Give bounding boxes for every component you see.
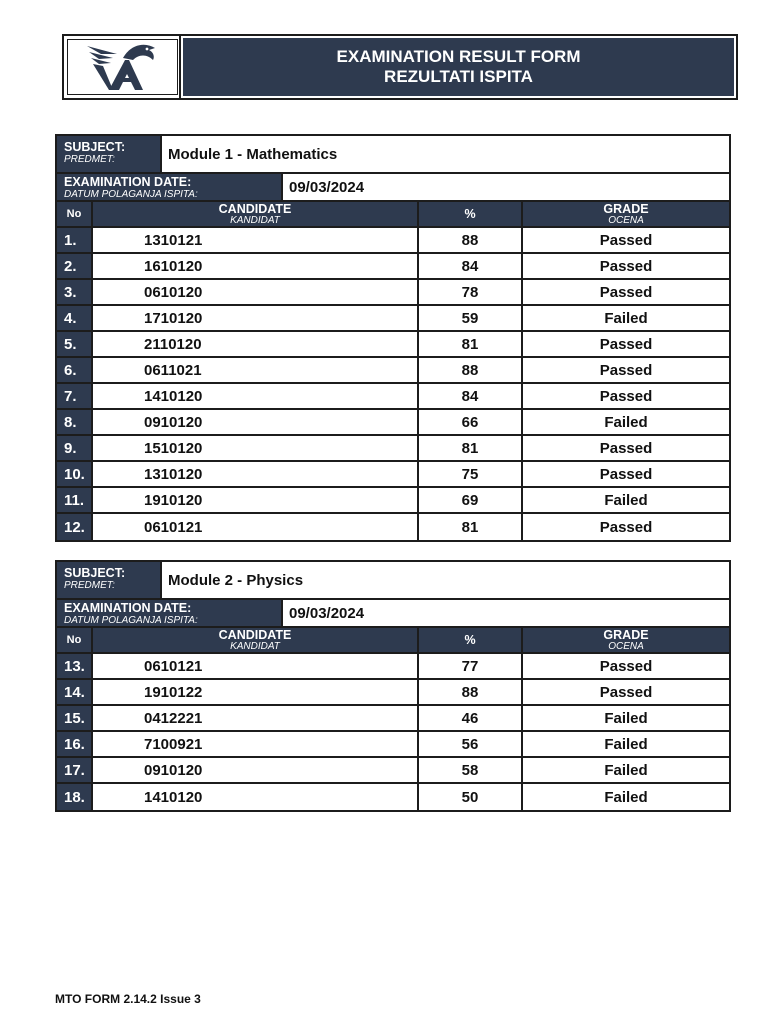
col-candidate-header: CANDIDATE KANDIDAT [93,202,419,226]
column-header-row [57,202,729,228]
candidate-id: 0611021 [93,358,419,382]
row-number: 14. [57,680,93,704]
candidate-id: 1410120 [93,784,419,810]
grade: Passed [523,254,729,278]
row-number: 16. [57,732,93,756]
candidate-id: 1310121 [93,228,419,252]
title-line-1: EXAMINATION RESULT FORM [336,47,581,66]
col-pct-header: % [419,202,523,226]
subject-row [57,562,729,600]
grade: Failed [523,306,729,330]
candidate-id: 1710120 [93,306,419,330]
subject-row [57,136,729,174]
exam-date-value: 09/03/2024 [283,600,729,626]
score-percent: 81 [419,332,523,356]
row-number: 4. [57,306,93,330]
grade: Failed [523,488,729,512]
score-percent: 66 [419,410,523,434]
candidate-id: 1510120 [93,436,419,460]
candidate-id: 0610121 [93,654,419,678]
candidate-id: 0610120 [93,280,419,304]
candidate-id: 1410120 [93,384,419,408]
score-percent: 50 [419,784,523,810]
table-row [57,514,729,540]
score-percent: 88 [419,358,523,382]
candidate-id: 7100921 [93,732,419,756]
table-row [57,488,729,514]
row-number: 9. [57,436,93,460]
table-row [57,384,729,410]
module-2-table [55,560,731,812]
score-percent: 69 [419,488,523,512]
table-row [57,758,729,784]
grade: Failed [523,784,729,810]
exam-date-row [57,600,729,628]
exam-date-row [57,174,729,202]
row-number: 18. [57,784,93,810]
score-percent: 59 [419,306,523,330]
grade: Failed [523,410,729,434]
score-percent: 56 [419,732,523,756]
table-row [57,706,729,732]
table-row [57,410,729,436]
candidate-id: 0610121 [93,514,419,540]
grade: Passed [523,680,729,704]
score-percent: 81 [419,436,523,460]
grade: Passed [523,358,729,382]
row-number: 17. [57,758,93,782]
col-grade-header: GRADE OCENA [523,628,729,652]
candidate-id: 1310120 [93,462,419,486]
candidate-id: 1910122 [93,680,419,704]
score-percent: 84 [419,254,523,278]
row-number: 10. [57,462,93,486]
subject-label: SUBJECT: PREDMET: [57,136,162,172]
subject-value: Module 2 - Physics [162,562,729,598]
subject-label: SUBJECT: PREDMET: [57,562,162,598]
candidate-id: 0910120 [93,758,419,782]
col-candidate-header: CANDIDATE KANDIDAT [93,628,419,652]
table-row [57,462,729,488]
col-no-header: No [57,628,93,652]
row-number: 3. [57,280,93,304]
grade: Passed [523,514,729,540]
row-number: 11. [57,488,93,512]
table-row [57,332,729,358]
form-header [62,34,738,100]
grade: Passed [523,654,729,678]
score-percent: 78 [419,280,523,304]
score-percent: 84 [419,384,523,408]
table-row [57,280,729,306]
table-row [57,254,729,280]
module-2-rows [57,654,729,810]
grade: Failed [523,706,729,730]
table-row [57,306,729,332]
candidate-id: 0910120 [93,410,419,434]
candidate-id: 0412221 [93,706,419,730]
table-row [57,436,729,462]
grade: Passed [523,436,729,460]
score-percent: 75 [419,462,523,486]
row-number: 8. [57,410,93,434]
column-header-row [57,628,729,654]
grade: Failed [523,732,729,756]
form-title [183,38,734,96]
row-number: 13. [57,654,93,678]
candidate-id: 1610120 [93,254,419,278]
score-percent: 88 [419,228,523,252]
row-number: 2. [57,254,93,278]
table-row [57,680,729,706]
module-1-table [55,134,731,542]
eagle-logo-icon [83,38,161,96]
grade: Passed [523,462,729,486]
table-row [57,654,729,680]
table-row [57,784,729,810]
score-percent: 58 [419,758,523,782]
grade: Passed [523,228,729,252]
subject-value: Module 1 - Mathematics [162,136,729,172]
table-row [57,228,729,254]
grade: Passed [523,384,729,408]
score-percent: 46 [419,706,523,730]
exam-date-value: 09/03/2024 [283,174,729,200]
grade: Failed [523,758,729,782]
exam-date-label: EXAMINATION DATE: DATUM POLAGANJA ISPITA: [57,600,283,626]
table-row [57,358,729,384]
row-number: 7. [57,384,93,408]
exam-date-label: EXAMINATION DATE: DATUM POLAGANJA ISPITA: [57,174,283,200]
form-id-footer: MTO FORM 2.14.2 Issue 3 [55,992,201,1006]
row-number: 6. [57,358,93,382]
col-no-header: No [57,202,93,226]
col-grade-header: GRADE OCENA [523,202,729,226]
grade: Passed [523,280,729,304]
grade: Passed [523,332,729,356]
table-row [57,732,729,758]
row-number: 12. [57,514,93,540]
candidate-id: 2110120 [93,332,419,356]
candidate-id: 1910120 [93,488,419,512]
score-percent: 77 [419,654,523,678]
title-line-2: REZULTATI ISPITA [384,67,533,86]
logo [64,36,181,98]
score-percent: 88 [419,680,523,704]
row-number: 1. [57,228,93,252]
row-number: 15. [57,706,93,730]
score-percent: 81 [419,514,523,540]
row-number: 5. [57,332,93,356]
module-1-rows [57,228,729,540]
col-pct-header: % [419,628,523,652]
